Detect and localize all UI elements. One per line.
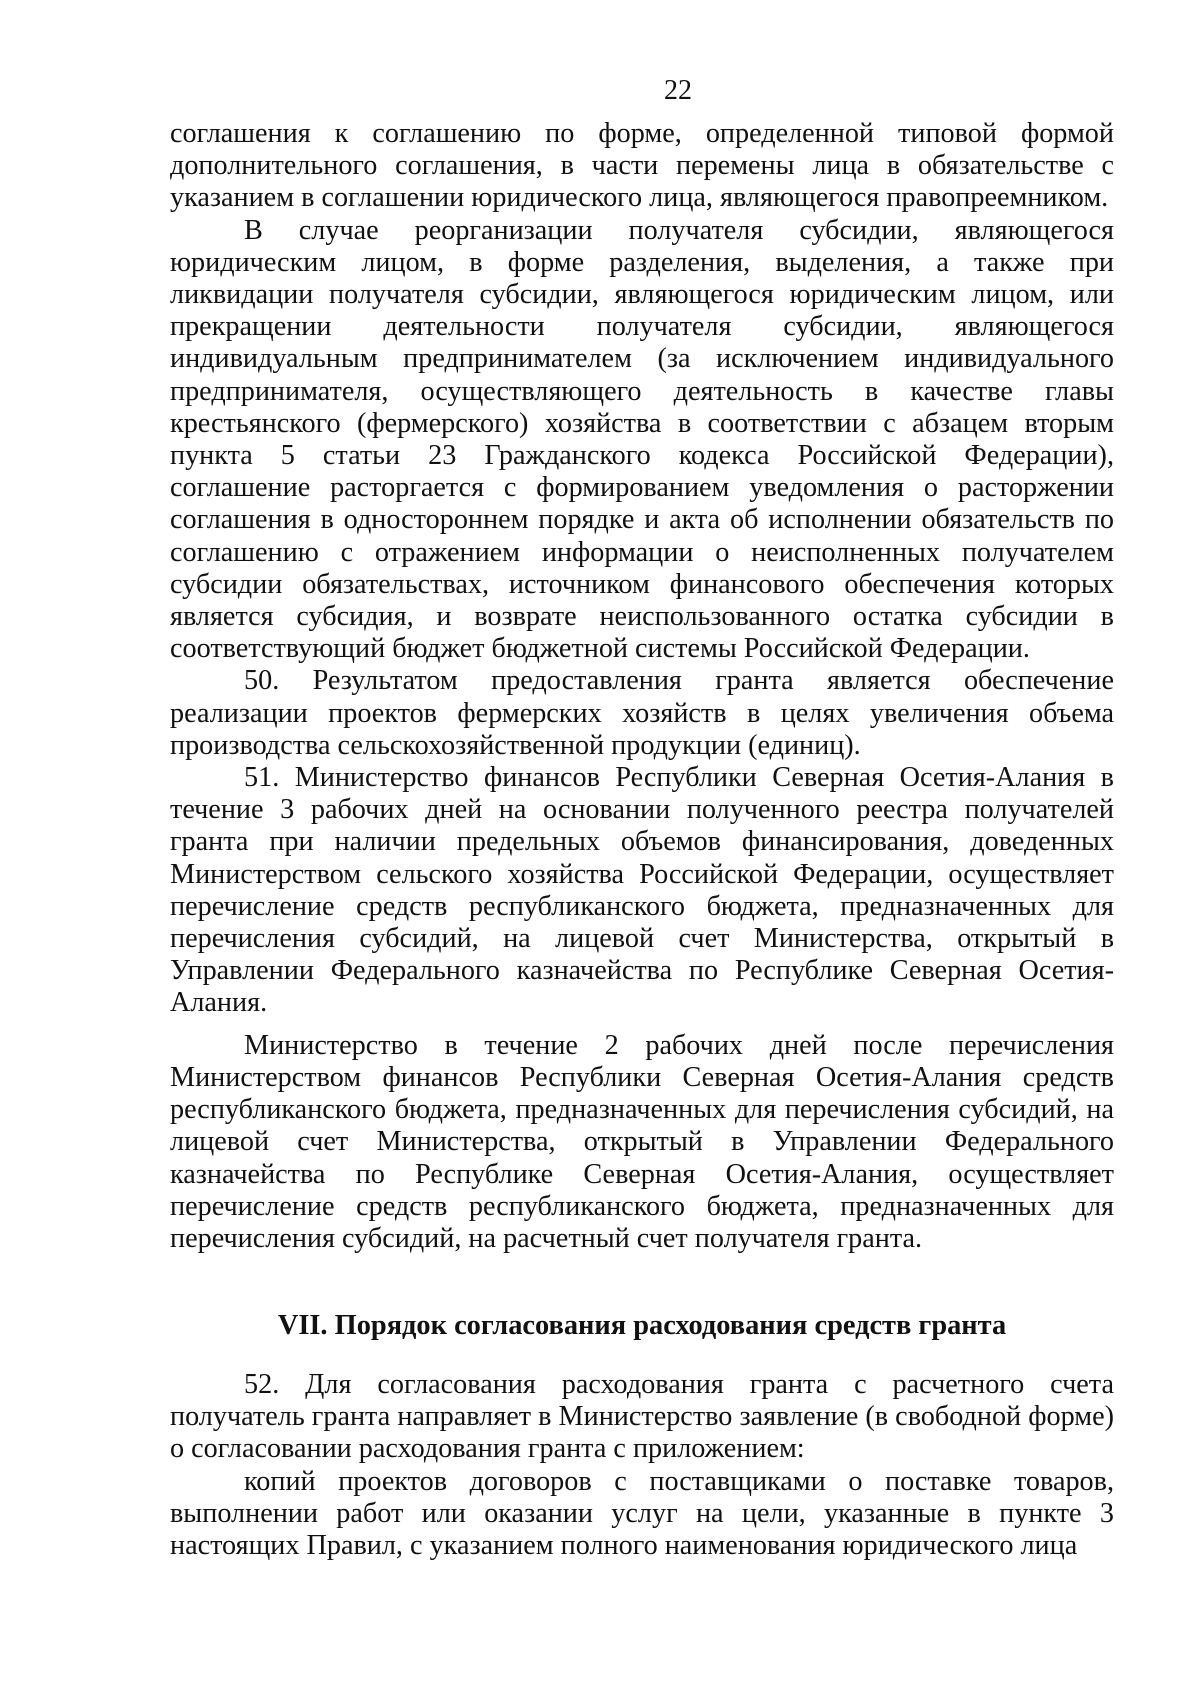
paragraph-continuation: соглашения к соглашению по форме, определенной типовой формой дополнительного соглашения, в части перемены лица в обязательстве с указанием в соглашении юридического лица, являющегося правопреемником. xyxy=(170,118,1114,214)
paragraph-gap xyxy=(170,1020,1114,1030)
paragraph-reorganization: В случае реорганизации получателя субсидии, являющегося юридическим лицом, в форме разделения, выделения, а также при ликвидации получателя субсидии, являющегося юридическим лицом, или прекращении деятельности получателя субсидии, являющегося индивидуальным предпринимателем (за исключением индивидуального предпринимателя, осуществляющего деятельность в качестве главы крестьянского (фермерского) хозяйства в соответствии с абзацем вторым пункта 5 статьи 23 Гражданского кодекса Российской Федерации), соглашение расторгается с формированием уведомления о расторжении соглашения в одностороннем порядке и акта об исполнении обязательств по соглашению с отражением информации о неисполненных получателем субсидии обязательствах, источником финансового обеспечения которых является субсидия, и возврате неиспользованного остатка субсидии в соответствующий бюджет бюджетной системы Российской Федерации. xyxy=(170,214,1114,665)
body-text-top xyxy=(170,118,1114,1255)
paragraph-item-51: 51. Министерство финансов Республики Северная Осетия-Алания в течение 3 рабочих дней на основании полученного реестра получателей гранта при наличии предельных объемов финансирования, доведенных Министерством сельского хозяйства Российской Федерации, осуществляет перечисление средств республиканского бюджета, предназначенных для перечисления субсидий, на лицевой счет Министерства, открытый в Управлении Федерального казначейства по Республике Северная Осетия-Алания. xyxy=(170,762,1114,1019)
page-number: 22 xyxy=(664,75,692,106)
section-heading: VII. Порядок согласования расходования средств гранта xyxy=(277,1310,1007,1341)
body-text-bottom xyxy=(170,1369,1114,1562)
paragraph-ministry-transfer: Министерство в течение 2 рабочих дней после перечисления Министерством финансов Республики Северная Осетия-Алания средств республиканского бюджета, предназначенных для перечисления субсидий, на лицевой счет Министерства, открытый в Управлении Федерального казначейства по Республике Северная Осетия-Алания, осуществляет перечисление средств республиканского бюджета, предназначенных для перечисления субсидий, на расчетный счет получателя гранта. xyxy=(170,1029,1114,1254)
paragraph-item-52: 52. Для согласования расходования гранта с расчетного счета получатель гранта направляет в Министерство заявление (в свободной форме) о согласовании расходования гранта с приложением: xyxy=(170,1369,1114,1465)
paragraph-contract-copies: копий проектов договоров с поставщиками о поставке товаров, выполнении работ или оказании услуг на цели, указанные в пункте 3 настоящих Правил, с указанием полного наименования юридического лица xyxy=(170,1465,1114,1562)
paragraph-item-50: 50. Результатом предоставления гранта является обеспечение реализации проектов фермерских хозяйств в целях увеличения объема производства сельскохозяйственной продукции (единиц). xyxy=(170,665,1114,761)
